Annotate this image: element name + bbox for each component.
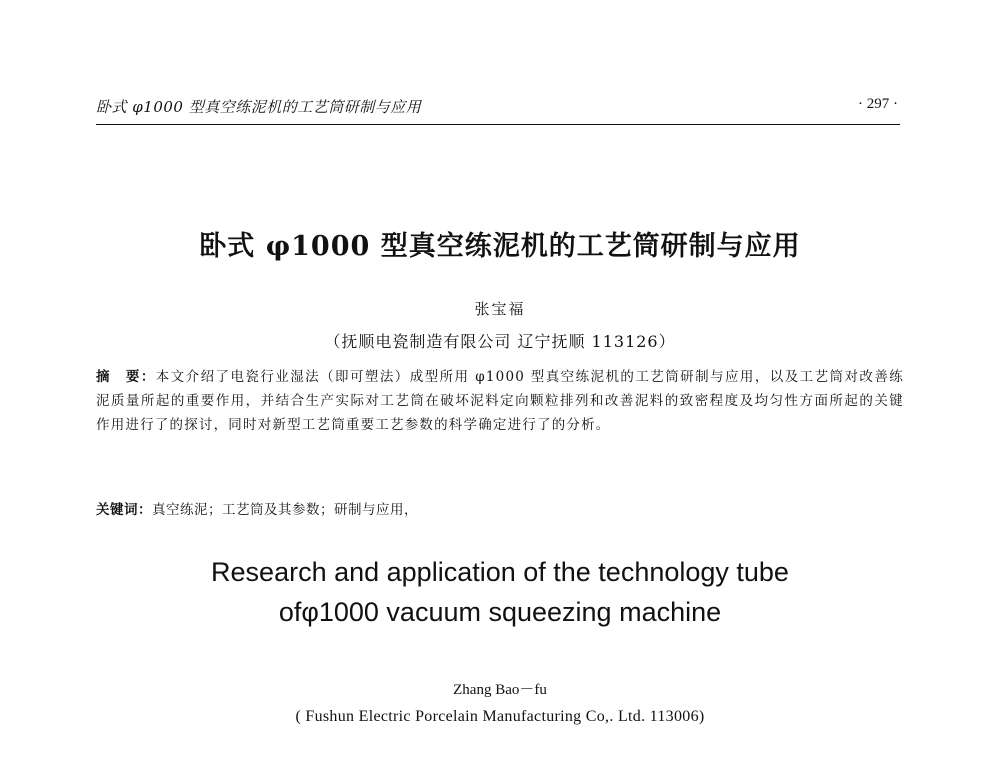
header-divider (96, 124, 900, 125)
abstract-text: 本文介绍了电瓷行业湿法（即可塑法）成型所用 φ1000 型真空练泥机的工艺筒研制与应用，以及工艺筒对改善练泥质量所起的重要作用，并结合生产实际对工艺筒在破坏泥料定向颗粒排列和改善泥料的致密程度及均匀性方面所起的关键作用进行了的探讨，同时对新型工艺筒重要工艺参数的科学确定进行了的分析。 (96, 369, 904, 433)
article-title-english (0, 552, 1000, 632)
keywords-text: 真空练泥；工艺筒及其参数；研制与应用， (152, 502, 418, 518)
keywords-label: 关键词： (96, 502, 152, 518)
abstract-label: 摘 要： (96, 369, 156, 385)
author-name-chinese: 张宝福 (474, 300, 526, 318)
keywords-line (96, 498, 904, 522)
running-header-title: 卧式 φ1000 型真空练泥机的工艺筒研制与应用 (96, 98, 422, 116)
article-title-english-line-1: Research and application of the technology tube (211, 557, 789, 587)
author-affiliation-english: ( Fushun Electric Porcelain Manufacturing Co,. Ltd. 113006) (295, 708, 705, 725)
article-title-chinese: 卧式 φ1000 型真空练泥机的工艺筒研制与应用 (199, 231, 801, 262)
author-affiliation-chinese: （抚顺电瓷制造有限公司 辽宁抚顺 113126） (324, 332, 676, 351)
page-number: · 297 · (858, 96, 898, 112)
running-header (96, 96, 900, 120)
article-title-english-line-2: ofφ1000 vacuum squeezing machine (278, 597, 722, 627)
author-name-english: Zhang Bao－fu (453, 682, 547, 698)
abstract-paragraph (96, 365, 904, 437)
